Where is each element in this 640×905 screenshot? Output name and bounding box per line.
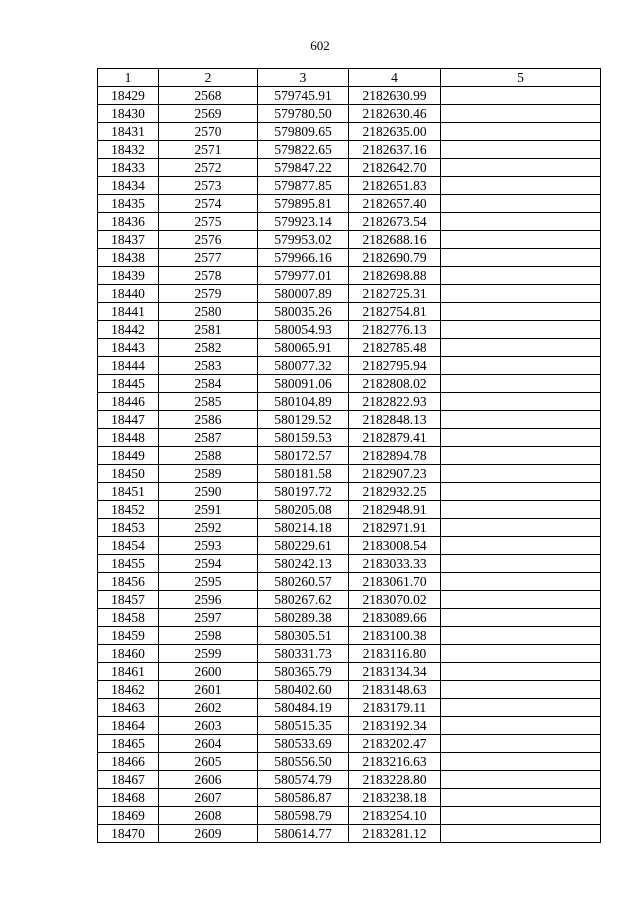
cell-y-coordinate: 2183089.66 (349, 609, 441, 627)
cell-y-coordinate: 2182795.94 (349, 357, 441, 375)
cell-point-number: 2599 (159, 645, 258, 663)
table-row (98, 267, 601, 285)
cell-x-coordinate: 579895.81 (258, 195, 349, 213)
table-row (98, 177, 601, 195)
cell-y-coordinate: 2183033.33 (349, 555, 441, 573)
cell-note (441, 249, 601, 267)
cell-y-coordinate: 2182754.81 (349, 303, 441, 321)
cell-point-id: 18458 (98, 609, 159, 627)
cell-x-coordinate: 580331.73 (258, 645, 349, 663)
cell-x-coordinate: 580065.91 (258, 339, 349, 357)
cell-note (441, 465, 601, 483)
cell-point-number: 2586 (159, 411, 258, 429)
cell-y-coordinate: 2182971.91 (349, 519, 441, 537)
cell-point-id: 18449 (98, 447, 159, 465)
cell-point-number: 2596 (159, 591, 258, 609)
table-row (98, 213, 601, 231)
table-row (98, 537, 601, 555)
cell-y-coordinate: 2182894.78 (349, 447, 441, 465)
cell-x-coordinate: 580586.87 (258, 789, 349, 807)
cell-point-number: 2579 (159, 285, 258, 303)
cell-point-number: 2580 (159, 303, 258, 321)
cell-point-id: 18459 (98, 627, 159, 645)
cell-point-id: 18463 (98, 699, 159, 717)
cell-x-coordinate: 579966.16 (258, 249, 349, 267)
cell-point-number: 2573 (159, 177, 258, 195)
cell-point-id: 18443 (98, 339, 159, 357)
cell-point-number: 2609 (159, 825, 258, 843)
cell-y-coordinate: 2183202.47 (349, 735, 441, 753)
cell-x-coordinate: 580214.18 (258, 519, 349, 537)
cell-point-number: 2588 (159, 447, 258, 465)
cell-point-id: 18453 (98, 519, 159, 537)
cell-point-id: 18450 (98, 465, 159, 483)
table-row (98, 429, 601, 447)
cell-note (441, 735, 601, 753)
table-row (98, 519, 601, 537)
cell-point-number: 2582 (159, 339, 258, 357)
table-body (98, 87, 601, 843)
cell-note (441, 339, 601, 357)
cell-point-number: 2608 (159, 807, 258, 825)
cell-note (441, 771, 601, 789)
cell-point-number: 2603 (159, 717, 258, 735)
cell-note (441, 807, 601, 825)
table-row (98, 807, 601, 825)
page-number: 602 (310, 38, 330, 53)
cell-x-coordinate: 580614.77 (258, 825, 349, 843)
cell-point-id: 18465 (98, 735, 159, 753)
cell-x-coordinate: 580091.06 (258, 375, 349, 393)
cell-x-coordinate: 580574.79 (258, 771, 349, 789)
table-row (98, 555, 601, 573)
cell-note (441, 663, 601, 681)
cell-point-number: 2605 (159, 753, 258, 771)
table-row (98, 465, 601, 483)
coordinates-table (97, 68, 601, 843)
cell-note (441, 159, 601, 177)
cell-point-id: 18457 (98, 591, 159, 609)
table-row (98, 789, 601, 807)
cell-point-number: 2607 (159, 789, 258, 807)
cell-point-id: 18435 (98, 195, 159, 213)
cell-point-number: 2597 (159, 609, 258, 627)
cell-y-coordinate: 2182673.54 (349, 213, 441, 231)
cell-y-coordinate: 2182688.16 (349, 231, 441, 249)
cell-note (441, 591, 601, 609)
cell-y-coordinate: 2183281.12 (349, 825, 441, 843)
cell-x-coordinate: 579977.01 (258, 267, 349, 285)
cell-point-id: 18451 (98, 483, 159, 501)
table-row (98, 681, 601, 699)
table-row (98, 87, 601, 105)
cell-note (441, 519, 601, 537)
cell-point-number: 2571 (159, 141, 258, 159)
cell-point-number: 2568 (159, 87, 258, 105)
cell-y-coordinate: 2183148.63 (349, 681, 441, 699)
cell-note (441, 195, 601, 213)
cell-point-id: 18436 (98, 213, 159, 231)
cell-note (441, 699, 601, 717)
cell-y-coordinate: 2182657.40 (349, 195, 441, 213)
column-header-1: 1 (98, 69, 159, 87)
table-row (98, 717, 601, 735)
table-row (98, 141, 601, 159)
cell-y-coordinate: 2182637.16 (349, 141, 441, 159)
cell-note (441, 717, 601, 735)
cell-point-id: 18467 (98, 771, 159, 789)
table-row (98, 357, 601, 375)
cell-y-coordinate: 2182698.88 (349, 267, 441, 285)
cell-note (441, 609, 601, 627)
column-header-5: 5 (441, 69, 601, 87)
table-row (98, 285, 601, 303)
cell-y-coordinate: 2182690.79 (349, 249, 441, 267)
cell-x-coordinate: 579809.65 (258, 123, 349, 141)
cell-x-coordinate: 579847.22 (258, 159, 349, 177)
cell-x-coordinate: 580077.32 (258, 357, 349, 375)
table-row (98, 591, 601, 609)
cell-point-number: 2574 (159, 195, 258, 213)
cell-y-coordinate: 2182651.83 (349, 177, 441, 195)
cell-x-coordinate: 580402.60 (258, 681, 349, 699)
cell-point-id: 18432 (98, 141, 159, 159)
cell-y-coordinate: 2182776.13 (349, 321, 441, 339)
cell-point-number: 2592 (159, 519, 258, 537)
cell-point-id: 18470 (98, 825, 159, 843)
cell-note (441, 555, 601, 573)
table-row (98, 231, 601, 249)
cell-x-coordinate: 580365.79 (258, 663, 349, 681)
cell-y-coordinate: 2182822.93 (349, 393, 441, 411)
cell-point-id: 18440 (98, 285, 159, 303)
cell-note (441, 429, 601, 447)
cell-note (441, 87, 601, 105)
cell-y-coordinate: 2183179.11 (349, 699, 441, 717)
cell-point-id: 18469 (98, 807, 159, 825)
cell-point-id: 18448 (98, 429, 159, 447)
cell-note (441, 645, 601, 663)
table-row (98, 501, 601, 519)
cell-y-coordinate: 2183061.70 (349, 573, 441, 591)
cell-point-id: 18437 (98, 231, 159, 249)
cell-x-coordinate: 580181.58 (258, 465, 349, 483)
table-row (98, 609, 601, 627)
cell-point-number: 2575 (159, 213, 258, 231)
cell-point-number: 2587 (159, 429, 258, 447)
cell-x-coordinate: 580242.13 (258, 555, 349, 573)
table-row (98, 573, 601, 591)
column-header-4: 4 (349, 69, 441, 87)
cell-y-coordinate: 2182808.02 (349, 375, 441, 393)
table-row (98, 699, 601, 717)
cell-point-id: 18460 (98, 645, 159, 663)
cell-point-id: 18433 (98, 159, 159, 177)
cell-y-coordinate: 2183134.34 (349, 663, 441, 681)
cell-point-id: 18445 (98, 375, 159, 393)
cell-note (441, 357, 601, 375)
cell-x-coordinate: 580035.26 (258, 303, 349, 321)
cell-point-id: 18434 (98, 177, 159, 195)
cell-point-number: 2590 (159, 483, 258, 501)
cell-point-number: 2604 (159, 735, 258, 753)
cell-note (441, 141, 601, 159)
cell-x-coordinate: 580054.93 (258, 321, 349, 339)
cell-point-id: 18462 (98, 681, 159, 699)
cell-y-coordinate: 2182642.70 (349, 159, 441, 177)
cell-note (441, 681, 601, 699)
cell-note (441, 105, 601, 123)
cell-note (441, 393, 601, 411)
cell-note (441, 231, 601, 249)
cell-y-coordinate: 2183070.02 (349, 591, 441, 609)
cell-point-id: 18430 (98, 105, 159, 123)
cell-point-id: 18464 (98, 717, 159, 735)
cell-y-coordinate: 2183254.10 (349, 807, 441, 825)
cell-x-coordinate: 580172.57 (258, 447, 349, 465)
cell-point-id: 18452 (98, 501, 159, 519)
table-row (98, 303, 601, 321)
cell-note (441, 537, 601, 555)
cell-y-coordinate: 2182879.41 (349, 429, 441, 447)
cell-point-number: 2578 (159, 267, 258, 285)
cell-point-id: 18454 (98, 537, 159, 555)
cell-x-coordinate: 580104.89 (258, 393, 349, 411)
table-row (98, 411, 601, 429)
cell-point-id: 18461 (98, 663, 159, 681)
cell-x-coordinate: 579780.50 (258, 105, 349, 123)
cell-y-coordinate: 2183192.34 (349, 717, 441, 735)
table-row (98, 663, 601, 681)
cell-x-coordinate: 580289.38 (258, 609, 349, 627)
table-row (98, 123, 601, 141)
cell-point-id: 18441 (98, 303, 159, 321)
table-row (98, 375, 601, 393)
cell-point-number: 2593 (159, 537, 258, 555)
cell-x-coordinate: 580305.51 (258, 627, 349, 645)
cell-y-coordinate: 2182932.25 (349, 483, 441, 501)
cell-point-id: 18429 (98, 87, 159, 105)
cell-y-coordinate: 2182785.48 (349, 339, 441, 357)
cell-point-number: 2598 (159, 627, 258, 645)
table-row (98, 645, 601, 663)
table-row (98, 753, 601, 771)
cell-point-number: 2601 (159, 681, 258, 699)
cell-note (441, 573, 601, 591)
column-header-2: 2 (159, 69, 258, 87)
cell-point-number: 2583 (159, 357, 258, 375)
cell-y-coordinate: 2182948.91 (349, 501, 441, 519)
cell-x-coordinate: 580598.79 (258, 807, 349, 825)
cell-note (441, 825, 601, 843)
cell-note (441, 753, 601, 771)
cell-y-coordinate: 2183228.80 (349, 771, 441, 789)
cell-point-id: 18468 (98, 789, 159, 807)
cell-x-coordinate: 580205.08 (258, 501, 349, 519)
cell-y-coordinate: 2182907.23 (349, 465, 441, 483)
cell-y-coordinate: 2182635.00 (349, 123, 441, 141)
cell-x-coordinate: 579923.14 (258, 213, 349, 231)
cell-point-number: 2606 (159, 771, 258, 789)
cell-note (441, 501, 601, 519)
table-row (98, 105, 601, 123)
cell-point-number: 2589 (159, 465, 258, 483)
table-row (98, 483, 601, 501)
table-row (98, 735, 601, 753)
table-row (98, 339, 601, 357)
cell-point-id: 18466 (98, 753, 159, 771)
cell-y-coordinate: 2183008.54 (349, 537, 441, 555)
table-row (98, 249, 601, 267)
cell-y-coordinate: 2182630.46 (349, 105, 441, 123)
cell-y-coordinate: 2183100.38 (349, 627, 441, 645)
column-header-3: 3 (258, 69, 349, 87)
cell-note (441, 285, 601, 303)
cell-point-number: 2585 (159, 393, 258, 411)
table-row (98, 321, 601, 339)
cell-x-coordinate: 580515.35 (258, 717, 349, 735)
cell-point-number: 2584 (159, 375, 258, 393)
cell-x-coordinate: 580484.19 (258, 699, 349, 717)
cell-point-number: 2572 (159, 159, 258, 177)
cell-note (441, 177, 601, 195)
cell-note (441, 123, 601, 141)
table-header-row (98, 69, 601, 87)
cell-x-coordinate: 580267.62 (258, 591, 349, 609)
cell-x-coordinate: 579745.91 (258, 87, 349, 105)
cell-point-number: 2600 (159, 663, 258, 681)
cell-point-id: 18447 (98, 411, 159, 429)
cell-point-id: 18456 (98, 573, 159, 591)
cell-point-id: 18442 (98, 321, 159, 339)
cell-point-id: 18444 (98, 357, 159, 375)
cell-note (441, 213, 601, 231)
cell-note (441, 483, 601, 501)
cell-point-id: 18431 (98, 123, 159, 141)
cell-point-id: 18439 (98, 267, 159, 285)
cell-point-number: 2569 (159, 105, 258, 123)
table-row (98, 825, 601, 843)
cell-point-number: 2576 (159, 231, 258, 249)
cell-y-coordinate: 2183116.80 (349, 645, 441, 663)
cell-point-number: 2577 (159, 249, 258, 267)
cell-x-coordinate: 580197.72 (258, 483, 349, 501)
cell-point-id: 18446 (98, 393, 159, 411)
table-row (98, 393, 601, 411)
cell-point-number: 2602 (159, 699, 258, 717)
cell-note (441, 789, 601, 807)
cell-y-coordinate: 2182630.99 (349, 87, 441, 105)
cell-x-coordinate: 579953.02 (258, 231, 349, 249)
cell-x-coordinate: 580260.57 (258, 573, 349, 591)
cell-point-id: 18455 (98, 555, 159, 573)
cell-point-number: 2594 (159, 555, 258, 573)
cell-y-coordinate: 2182725.31 (349, 285, 441, 303)
cell-note (441, 321, 601, 339)
cell-note (441, 375, 601, 393)
cell-x-coordinate: 579822.65 (258, 141, 349, 159)
cell-point-number: 2591 (159, 501, 258, 519)
cell-x-coordinate: 580129.52 (258, 411, 349, 429)
cell-y-coordinate: 2183238.18 (349, 789, 441, 807)
cell-note (441, 303, 601, 321)
cell-y-coordinate: 2183216.63 (349, 753, 441, 771)
table-row (98, 627, 601, 645)
cell-note (441, 411, 601, 429)
cell-x-coordinate: 580229.61 (258, 537, 349, 555)
cell-point-number: 2595 (159, 573, 258, 591)
cell-x-coordinate: 580007.89 (258, 285, 349, 303)
table-row (98, 447, 601, 465)
cell-point-number: 2570 (159, 123, 258, 141)
cell-point-number: 2581 (159, 321, 258, 339)
cell-note (441, 267, 601, 285)
cell-point-id: 18438 (98, 249, 159, 267)
cell-note (441, 627, 601, 645)
table-row (98, 195, 601, 213)
table-row (98, 771, 601, 789)
cell-note (441, 447, 601, 465)
cell-x-coordinate: 579877.85 (258, 177, 349, 195)
cell-x-coordinate: 580556.50 (258, 753, 349, 771)
cell-y-coordinate: 2182848.13 (349, 411, 441, 429)
table-row (98, 159, 601, 177)
cell-x-coordinate: 580533.69 (258, 735, 349, 753)
cell-x-coordinate: 580159.53 (258, 429, 349, 447)
